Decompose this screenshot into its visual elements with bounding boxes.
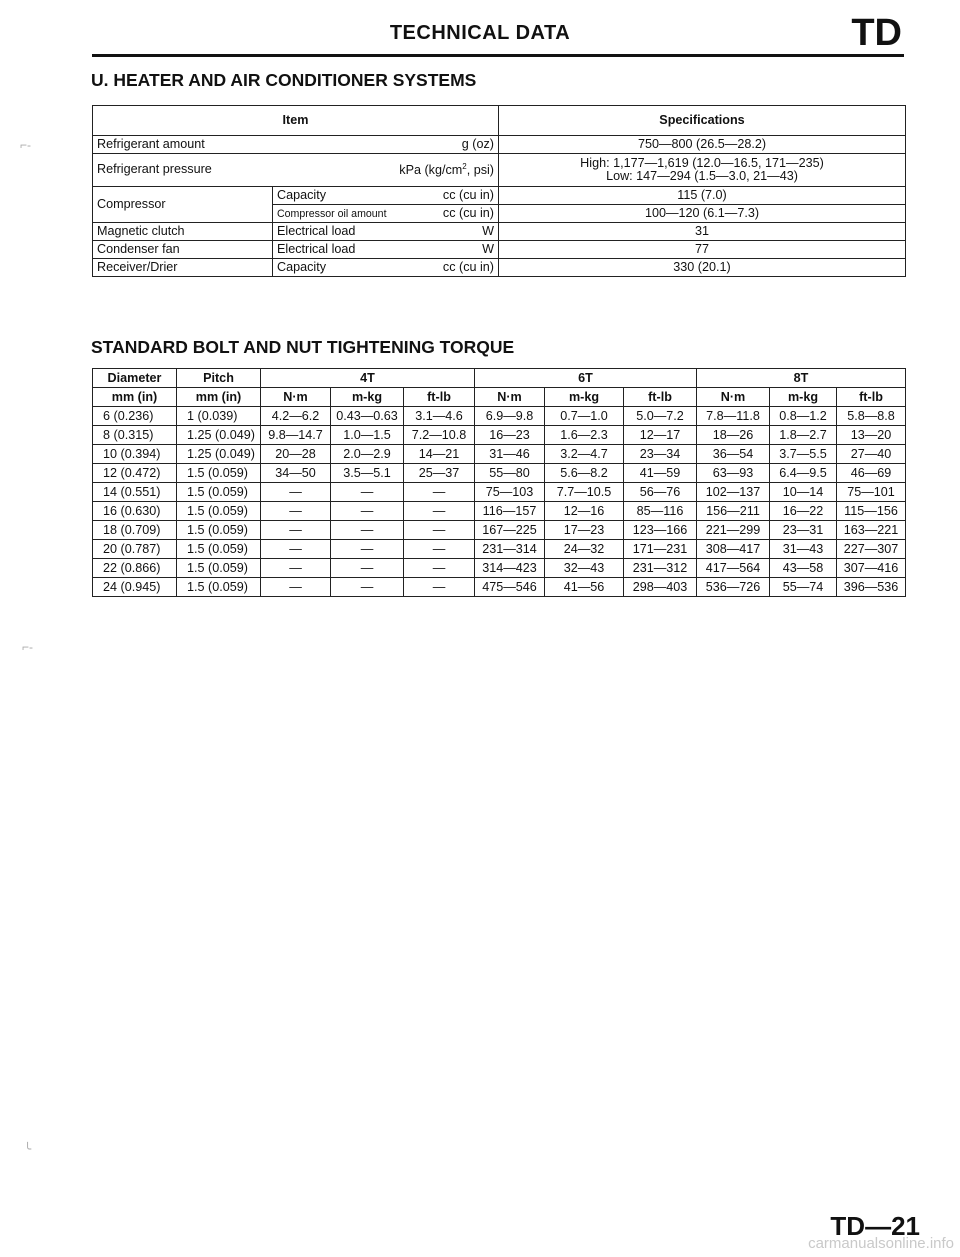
torque-cell: — [404,559,475,578]
spec-value: 115 (7.0) [499,187,906,205]
torque-cell: 32—43 [545,559,624,578]
diameter-cell: 14 (0.551) [93,483,177,502]
col-header-4t: 4T [261,369,475,388]
diameter-cell: 24 (0.945) [93,578,177,597]
row-sub-cell [273,187,499,205]
table-header-row [93,369,906,388]
torque-cell: 475—546 [475,578,545,597]
torque-cell: 27—40 [837,445,906,464]
table-row [93,502,906,521]
item-sub: Electrical load [277,242,356,257]
item-unit: cc (cu in) [442,188,494,203]
pitch-cell: 1.5 (0.059) [177,464,261,483]
table-header-row [93,106,906,136]
torque-cell: 56—76 [624,483,697,502]
unit-header: ft-lb [837,388,906,407]
pitch-cell: 1.25 (0.049) [177,426,261,445]
torque-cell: 171—231 [624,540,697,559]
torque-cell: 34—50 [261,464,331,483]
torque-cell: 227—307 [837,540,906,559]
col-header-diameter-unit: mm (in) [93,388,177,407]
torque-cell: — [261,540,331,559]
torque-cell: 18—26 [697,426,770,445]
torque-cell: 3.2—4.7 [545,445,624,464]
torque-cell: 55—74 [770,578,837,597]
torque-cell: 3.7—5.5 [770,445,837,464]
diameter-cell: 20 (0.787) [93,540,177,559]
torque-cell: 41—59 [624,464,697,483]
torque-table-body [93,407,906,597]
pitch-cell: 1.25 (0.049) [177,445,261,464]
item-name: Refrigerant amount [97,137,205,152]
pitch-cell: 1.5 (0.059) [177,578,261,597]
torque-cell: 3.1—4.6 [404,407,475,426]
torque-cell: 20—28 [261,445,331,464]
torque-cell: 6.9—9.8 [475,407,545,426]
col-header-pitch-unit: mm (in) [177,388,261,407]
torque-cell: 0.7—1.0 [545,407,624,426]
unit-header: m-kg [545,388,624,407]
torque-cell: — [404,540,475,559]
table-row [93,521,906,540]
item-unit: g (oz) [461,137,494,152]
torque-cell: 102—137 [697,483,770,502]
torque-cell: — [331,502,404,521]
pitch-cell: 1.5 (0.059) [177,521,261,540]
col-header-item: Item [93,106,499,136]
watermark-url: carmanualsonline.info [808,1235,954,1252]
torque-cell: 85—116 [624,502,697,521]
torque-cell: 1.0—1.5 [331,426,404,445]
torque-cell: 16—22 [770,502,837,521]
item-sub: Compressor oil amount [277,208,387,221]
spec-value: 100—120 (6.1—7.3) [499,205,906,223]
torque-cell: 12—17 [624,426,697,445]
row-item-cell [93,136,499,154]
pitch-cell: 1.5 (0.059) [177,502,261,521]
torque-cell: 6.4—9.5 [770,464,837,483]
pitch-cell: 1.5 (0.059) [177,559,261,578]
pitch-cell: 1.5 (0.059) [177,540,261,559]
torque-cell: 9.8—14.7 [261,426,331,445]
item-unit: W [482,224,494,239]
section-code: TD [851,12,902,54]
torque-cell: — [261,578,331,597]
table-row [93,136,906,154]
table-row [93,241,906,259]
torque-cell: 5.0—7.2 [624,407,697,426]
unit-header: m-kg [331,388,404,407]
torque-cell: 123—166 [624,521,697,540]
row-sub-cell [273,205,499,223]
torque-cell: 23—31 [770,521,837,540]
torque-cell: 31—46 [475,445,545,464]
row-sub-cell [273,259,499,277]
col-header-pitch: Pitch [177,369,261,388]
torque-cell: 0.8—1.2 [770,407,837,426]
torque-cell: 23—34 [624,445,697,464]
col-header-diameter: Diameter [93,369,177,388]
item-unit: W [482,242,494,257]
torque-cell: 298—403 [624,578,697,597]
torque-cell: 43—58 [770,559,837,578]
torque-cell: 24—32 [545,540,624,559]
torque-cell: — [404,578,475,597]
torque-cell: — [331,559,404,578]
torque-cell: 10—14 [770,483,837,502]
spec-value: 77 [499,241,906,259]
pitch-cell: 1 (0.039) [177,407,261,426]
torque-cell: 5.6—8.2 [545,464,624,483]
unit-header: N·m [475,388,545,407]
torque-cell: 536—726 [697,578,770,597]
torque-cell: 36—54 [697,445,770,464]
item-sub: Capacity [277,260,326,275]
torque-cell: 5.8—8.8 [837,407,906,426]
torque-cell: 116—157 [475,502,545,521]
torque-cell: 115—156 [837,502,906,521]
torque-cell: 307—416 [837,559,906,578]
torque-cell: 7.7—10.5 [545,483,624,502]
table-row [93,445,906,464]
item-sub: Electrical load [277,224,356,239]
unit-header: N·m [261,388,331,407]
unit-header: ft-lb [404,388,475,407]
torque-cell: 41—56 [545,578,624,597]
torque-cell: 156—211 [697,502,770,521]
pitch-cell: 1.5 (0.059) [177,483,261,502]
scan-mark: ⌐- [20,138,32,152]
item-sub: Capacity [277,188,326,203]
torque-cell: 55—80 [475,464,545,483]
torque-cell: 14—21 [404,445,475,464]
unit-header: m-kg [770,388,837,407]
torque-cell: 308—417 [697,540,770,559]
torque-cell: — [331,540,404,559]
torque-cell: 1.8—2.7 [770,426,837,445]
torque-cell: 25—37 [404,464,475,483]
torque-cell: 7.2—10.8 [404,426,475,445]
torque-cell: — [261,483,331,502]
torque-cell: 7.8—11.8 [697,407,770,426]
torque-cell: 167—225 [475,521,545,540]
diameter-cell: 10 (0.394) [93,445,177,464]
diameter-cell: 18 (0.709) [93,521,177,540]
torque-cell: 17—23 [545,521,624,540]
diameter-cell: 16 (0.630) [93,502,177,521]
torque-cell: — [331,521,404,540]
row-sub-cell [273,241,499,259]
item-name: Receiver/Drier [93,259,273,277]
col-header-specifications: Specifications [499,106,906,136]
torque-cell: — [261,559,331,578]
page-title: TECHNICAL DATA [389,22,571,44]
spec-value: 750—800 (26.5—28.2) [499,136,906,154]
torque-table [92,368,906,597]
torque-cell: 13—20 [837,426,906,445]
table-header-row [93,388,906,407]
scan-mark: ⌐- [22,640,34,654]
table-row [93,464,906,483]
table-row [93,259,906,277]
torque-cell: 2.0—2.9 [331,445,404,464]
torque-cell: 163—221 [837,521,906,540]
header-rule [92,54,904,57]
section-title-torque: STANDARD BOLT AND NUT TIGHTENING TORQUE [91,337,515,357]
torque-cell: — [404,502,475,521]
diameter-cell: 6 (0.236) [93,407,177,426]
torque-cell: 0.43—0.63 [331,407,404,426]
item-unit: cc (cu in) [442,260,494,275]
spec-value [499,154,906,187]
item-name: Compressor [93,187,273,223]
torque-cell: 231—314 [475,540,545,559]
table-row [93,426,906,445]
spec-value: 31 [499,223,906,241]
table-row [93,540,906,559]
section-title-heater-ac: U. HEATER AND AIR CONDITIONER SYSTEMS [91,70,477,90]
torque-cell: 4.2—6.2 [261,407,331,426]
torque-cell: 417—564 [697,559,770,578]
diameter-cell: 12 (0.472) [93,464,177,483]
torque-cell: — [404,483,475,502]
spec-high: High: 1,177—1,619 (12.0—16.5, 171—235) [580,156,824,171]
torque-cell: 75—103 [475,483,545,502]
scan-mark: ╰ [24,1142,32,1156]
page-number: TD—21 [830,1211,920,1241]
torque-cell: 314—423 [475,559,545,578]
table-row [93,483,906,502]
spec-value: 330 (20.1) [499,259,906,277]
diameter-cell: 22 (0.866) [93,559,177,578]
diameter-cell: 8 (0.315) [93,426,177,445]
item-unit: cc (cu in) [442,206,494,221]
unit-header: N·m [697,388,770,407]
row-sub-cell [273,223,499,241]
torque-cell: 63—93 [697,464,770,483]
torque-cell: 12—16 [545,502,624,521]
torque-cell: 3.5—5.1 [331,464,404,483]
torque-cell: — [261,521,331,540]
item-name: Magnetic clutch [93,223,273,241]
col-header-6t: 6T [475,369,697,388]
torque-cell: 231—312 [624,559,697,578]
torque-cell: 221—299 [697,521,770,540]
heater-ac-spec-table [92,105,906,277]
table-row [93,154,906,187]
table-row [93,559,906,578]
torque-cell: 1.6—2.3 [545,426,624,445]
torque-cell: 75—101 [837,483,906,502]
spec-low: Low: 147—294 (1.5—3.0, 21—43) [606,169,798,183]
table-row [93,223,906,241]
item-name: Refrigerant pressure [97,162,212,177]
table-row [93,187,906,205]
col-header-8t: 8T [697,369,906,388]
item-unit: kPa ($kg/cm^2$, psi) [399,162,494,178]
torque-cell: 16—23 [475,426,545,445]
table-row [93,578,906,597]
torque-cell: — [261,502,331,521]
torque-cell: 46—69 [837,464,906,483]
table-row [93,407,906,426]
unit-header: ft-lb [624,388,697,407]
torque-cell: 396—536 [837,578,906,597]
row-item-cell [93,154,499,187]
torque-cell: — [331,483,404,502]
torque-cell: — [404,521,475,540]
torque-cell: — [331,578,404,597]
item-name: Condenser fan [93,241,273,259]
torque-cell: 31—43 [770,540,837,559]
